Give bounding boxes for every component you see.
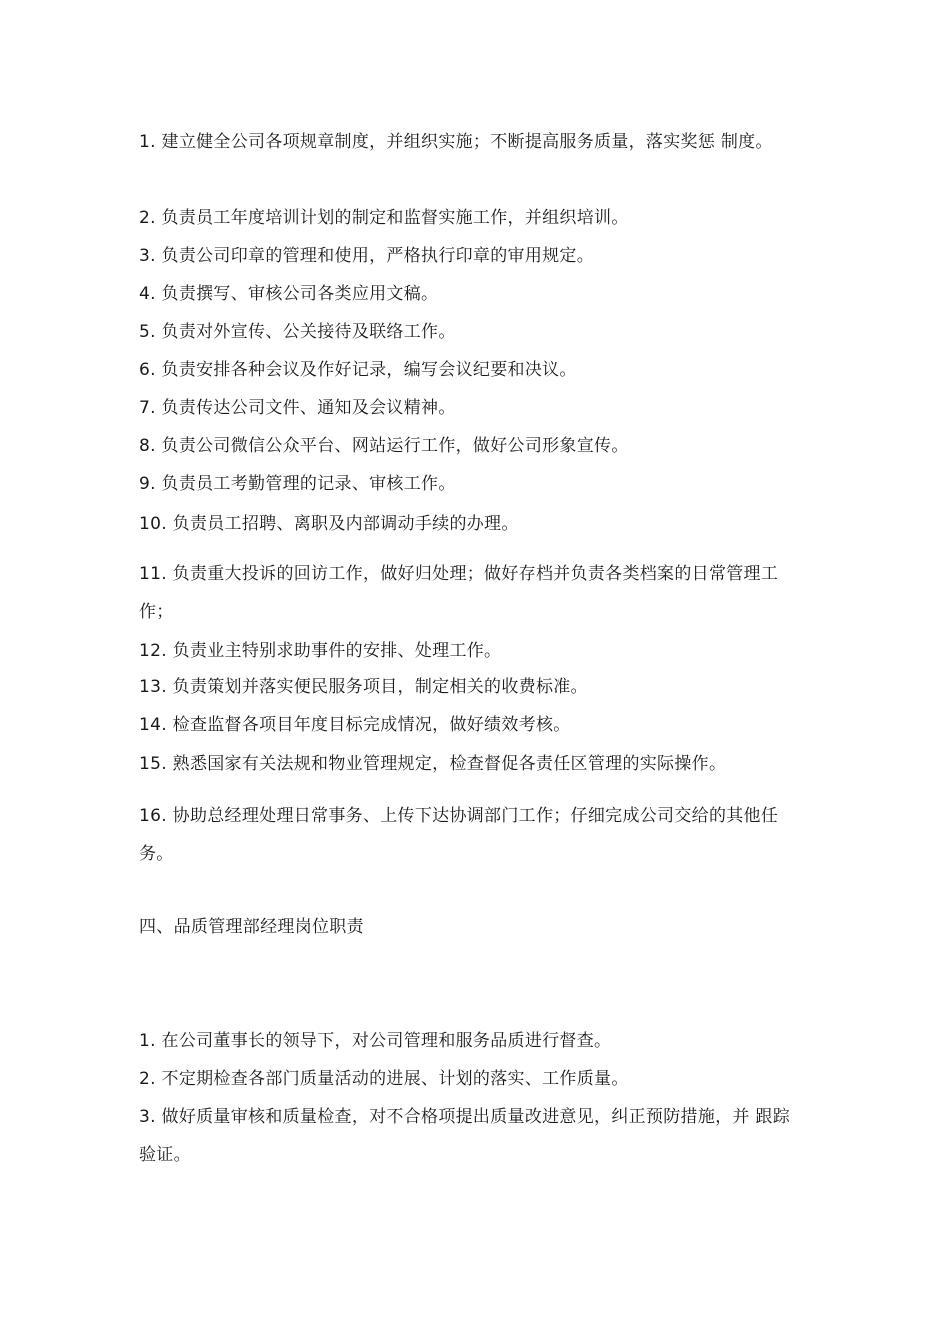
duty-item-13: 13. 负责策划并落实便民服务项目，制定相关的收费标准。 bbox=[139, 677, 588, 697]
quality-item-2: 2. 不定期检查各部门质量活动的进展、计划的落实、工作质量。 bbox=[139, 1069, 629, 1089]
duty-item-1: 1. 建立健全公司各项规章制度，并组织实施；不断提高服务质量，落实奖惩 制度。 bbox=[139, 132, 773, 152]
duty-item-11: 11. 负责重大投诉的回访工作，做好归处理；做好存档并负责各类档案的日常管理工作； bbox=[139, 564, 779, 622]
quality-item-3: 3. 做好质量审核和质量检查，对不合格项提出质量改进意见，纠正预防措施，并 跟踪验证。 bbox=[139, 1107, 791, 1165]
duty-item-3: 3. 负责公司印章的管理和使用，严格执行印章的审用规定。 bbox=[139, 246, 595, 266]
duty-item-16: 16. 协助总经理处理日常事务、上传下达协调部门工作；仔细完成公司交给的其他任务。 bbox=[139, 806, 779, 864]
section-heading: 四、品质管理部经理岗位职责 bbox=[139, 917, 364, 937]
duty-item-10: 10. 负责员工招聘、离职及内部调动手续的办理。 bbox=[139, 514, 519, 534]
duty-item-2: 2. 负责员工年度培训计划的制定和监督实施工作，并组织培训。 bbox=[139, 208, 629, 228]
duty-item-5: 5. 负责对外宣传、公关接待及联络工作。 bbox=[139, 322, 456, 342]
duty-item-14: 14. 检查监督各项目年度目标完成情况，做好绩效考核。 bbox=[139, 715, 571, 735]
duty-item-6: 6. 负责安排各种会议及作好记录，编写会议纪要和决议。 bbox=[139, 360, 577, 380]
duty-item-15: 15. 熟悉国家有关法规和物业管理规定，检查督促各责任区管理的实际操作。 bbox=[139, 754, 727, 774]
duty-item-7: 7. 负责传达公司文件、通知及会议精神。 bbox=[139, 398, 456, 418]
duty-item-12: 12. 负责业主特别求助事件的安排、处理工作。 bbox=[139, 641, 502, 661]
duty-item-4: 4. 负责撰写、审核公司各类应用文稿。 bbox=[139, 284, 439, 304]
duty-item-9: 9. 负责员工考勤管理的记录、审核工作。 bbox=[139, 474, 456, 494]
duty-item-8: 8. 负责公司微信公众平台、网站运行工作，做好公司形象宣传。 bbox=[139, 436, 629, 456]
quality-item-1: 1. 在公司董事长的领导下，对公司管理和服务品质进行督查。 bbox=[139, 1031, 612, 1051]
